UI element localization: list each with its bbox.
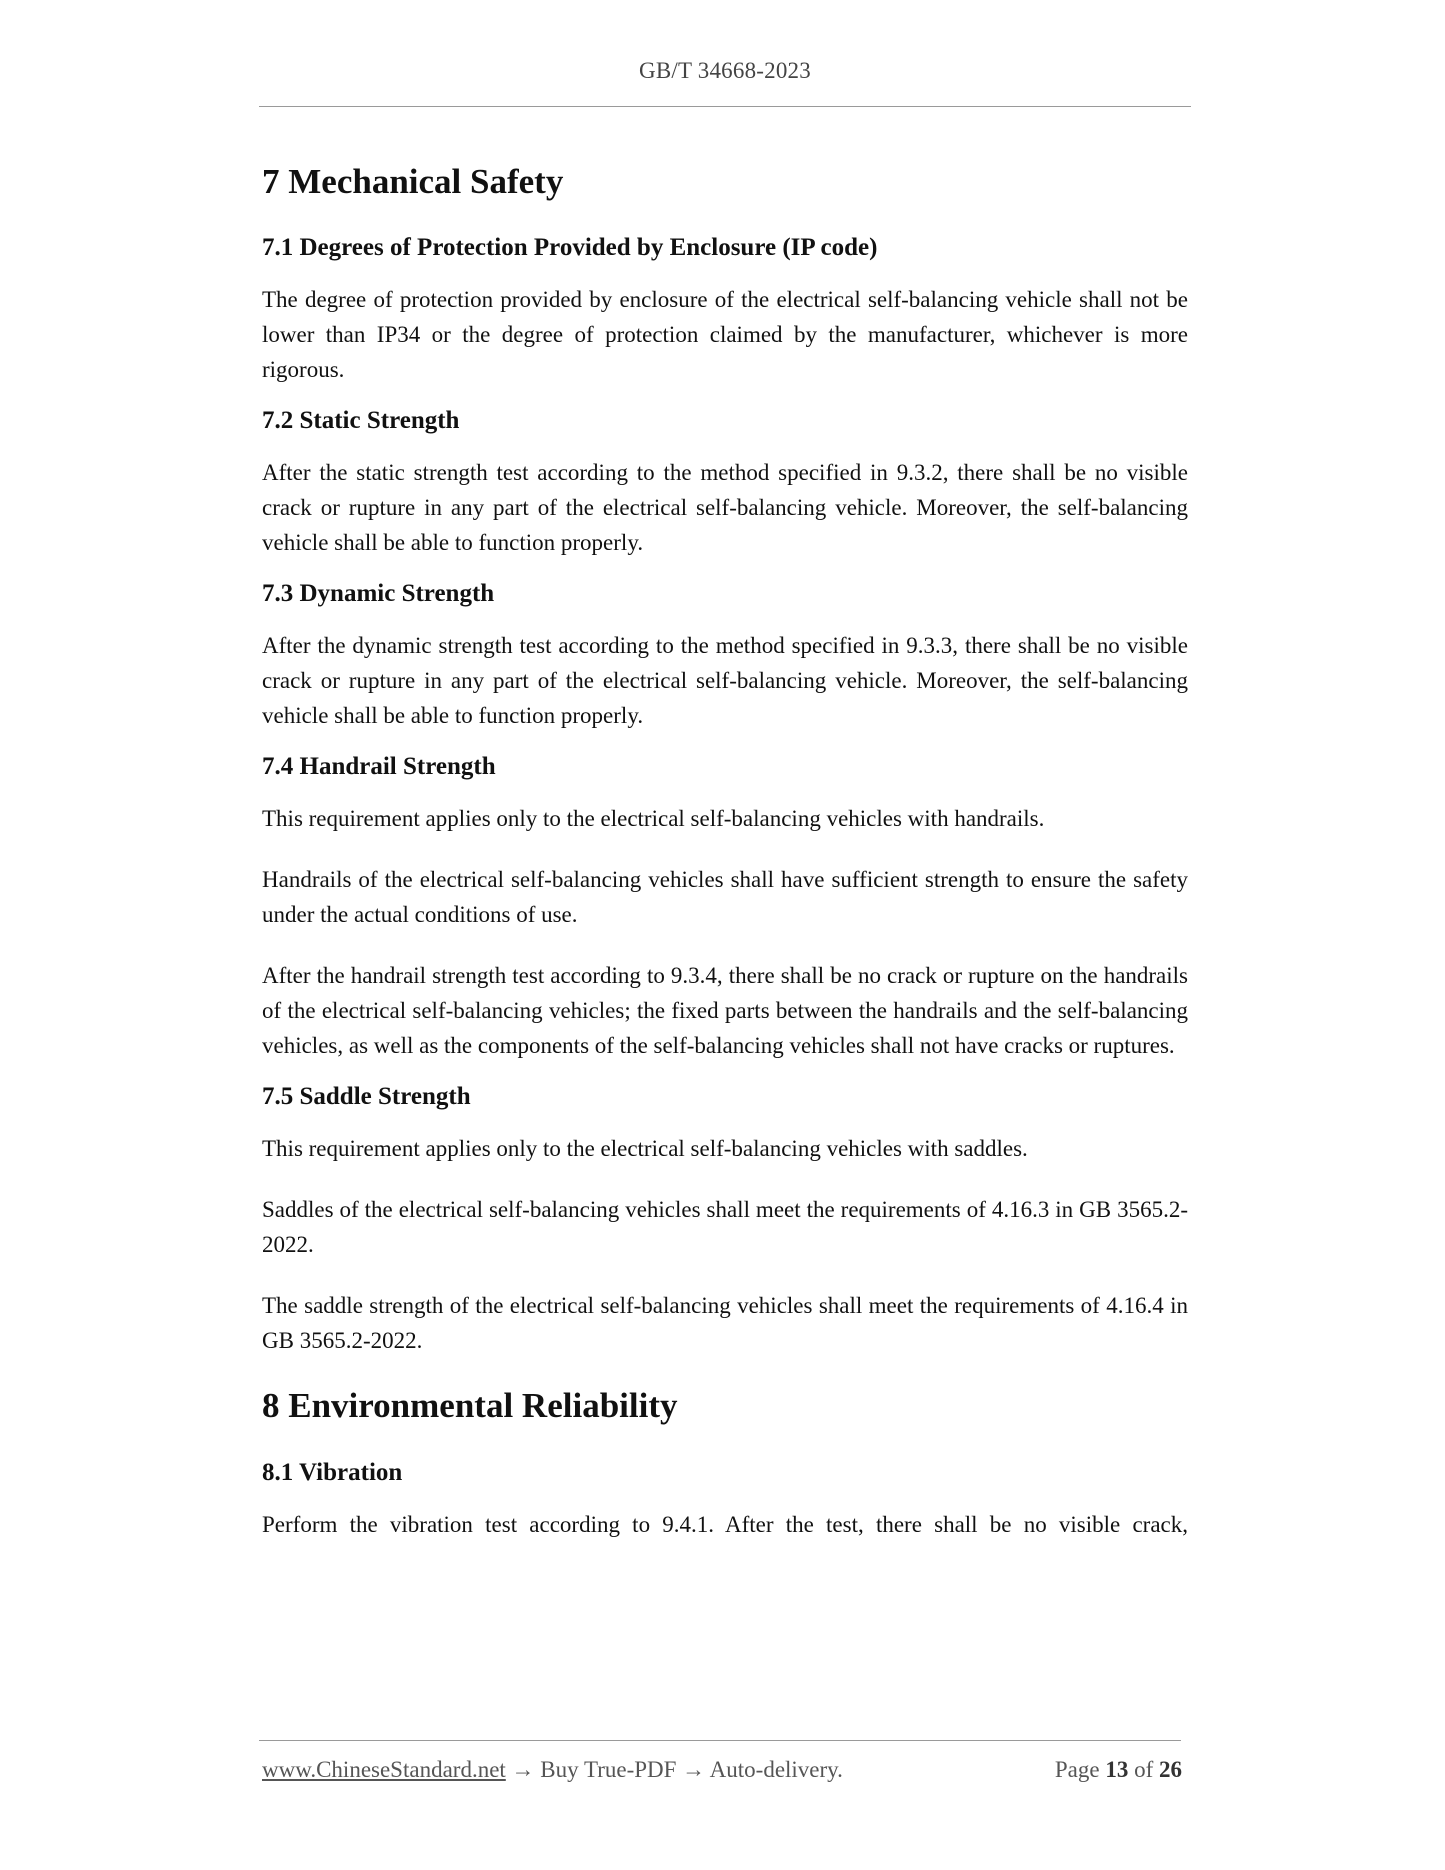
section-7-5-heading: 7.5 Saddle Strength bbox=[262, 1083, 471, 1110]
footer-divider bbox=[259, 1740, 1181, 1741]
page-indicator bbox=[1055, 1757, 1182, 1783]
page-label: Page bbox=[1054, 1757, 1100, 1782]
section-7-4-paragraph-2: Handrails of the electrical self-balancing vehicles shall have sufficient strength to ensure the safety under the actual conditions of use. bbox=[262, 867, 1188, 927]
promo-text: → Buy True-PDF → Auto-delivery. bbox=[511, 1757, 843, 1782]
section-7-3-heading: 7.3 Dynamic Strength bbox=[262, 580, 495, 607]
section-7-5-paragraph-2: Saddles of the electrical self-balancing vehicles shall meet the requirements of 4.16.3 in GB 3565.2-2022. bbox=[262, 1197, 1188, 1257]
site-link[interactable]: www.ChineseStandard.net bbox=[262, 1757, 506, 1782]
header-divider bbox=[259, 106, 1191, 107]
section-7-5-paragraph-3: The saddle strength of the electrical self-balancing vehicles shall meet the requirements of 4.16.4 in GB 3565.2-2022. bbox=[262, 1293, 1188, 1353]
footer-promo bbox=[262, 1757, 843, 1783]
section-7-2-paragraph: After the static strength test according to the method specified in 9.3.2, there shall be no visible crack or rupture in any part of the electrical self-balancing vehicle. Moreover, the self-balancing vehicle shall be able to function properly. bbox=[262, 460, 1188, 555]
section-7-4-paragraph-1: This requirement applies only to the electrical self-balancing vehicles with handrails. bbox=[262, 806, 1045, 831]
section-8-1-heading: 8.1 Vibration bbox=[262, 1459, 403, 1486]
section-7-2-heading: 7.2 Static Strength bbox=[262, 407, 460, 434]
page-content bbox=[262, 160, 1188, 1542]
section-7-1-paragraph: The degree of protection provided by enclosure of the electrical self-balancing vehicle shall not be lower than IP34 or the degree of protection claimed by the manufacturer, whichever is more rigorous. bbox=[262, 287, 1188, 382]
running-header: GB/T 34668-2023 bbox=[639, 58, 811, 83]
page-current: 13 bbox=[1105, 1757, 1129, 1782]
section-7-1-heading: 7.1 Degrees of Protection Provided by Enclosure (IP code) bbox=[262, 234, 878, 261]
page-total: 26 bbox=[1159, 1757, 1182, 1782]
page-footer bbox=[262, 1757, 1182, 1783]
section-8-1-paragraph: Perform the vibration test according to 9.4.1. After the test, there shall be no visible crack, bbox=[262, 1512, 1188, 1537]
section-7-4-paragraph-3: After the handrail strength test according to 9.3.4, there shall be no crack or rupture on the handrails of the electrical self-balancing vehicles; the fixed parts between the handrails and the self-balancing vehicles, as well as the components of the self-balancing vehicles shall not have cracks or ruptures. bbox=[262, 963, 1188, 1058]
section-8-heading: 8 Environmental Reliability bbox=[262, 1386, 678, 1425]
section-7-5-paragraph-1: This requirement applies only to the electrical self-balancing vehicles with saddles. bbox=[262, 1136, 1028, 1161]
section-7-3-paragraph: After the dynamic strength test according to the method specified in 9.3.3, there shall be no visible crack or rupture in any part of the electrical self-balancing vehicle. Moreover, the self-balancing vehicle shall be able to function properly. bbox=[262, 633, 1188, 728]
section-7-heading: 7 Mechanical Safety bbox=[262, 162, 564, 201]
section-7-4-heading: 7.4 Handrail Strength bbox=[262, 753, 496, 780]
page-of: of bbox=[1134, 1757, 1154, 1782]
